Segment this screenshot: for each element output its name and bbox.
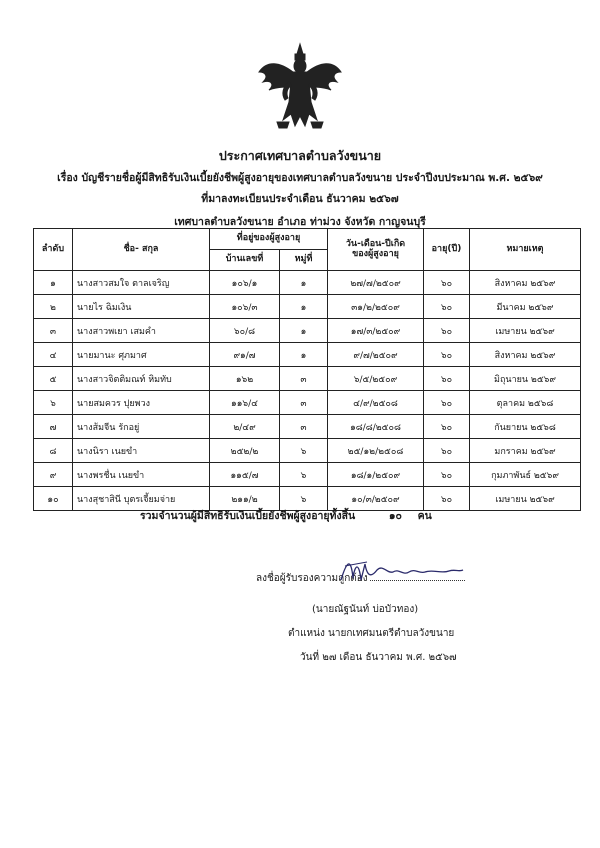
table-row bbox=[34, 415, 581, 439]
row-birth: ๖/๕/๒๕๐๙ bbox=[328, 367, 424, 391]
row-age: ๖๐ bbox=[424, 295, 470, 319]
row-birth: ๙/๗/๒๕๐๙ bbox=[328, 343, 424, 367]
row-birth: ๓๑/๒/๒๕๐๙ bbox=[328, 295, 424, 319]
row-house: ๒/๔๙ bbox=[210, 415, 280, 439]
row-no: ๑๐ bbox=[34, 487, 73, 511]
row-village: ๖ bbox=[280, 487, 328, 511]
row-village: ๓ bbox=[280, 415, 328, 439]
row-remark: สิงหาคม ๒๕๖๙ bbox=[470, 271, 581, 295]
beneficiary-table bbox=[33, 228, 581, 511]
row-remark: มิถุนายน ๒๕๖๙ bbox=[470, 367, 581, 391]
row-remark: กันยายน ๒๕๖๘ bbox=[470, 415, 581, 439]
row-name: นางพรชื่น เนยขำ bbox=[73, 463, 210, 487]
row-name: นายมานะ ศุภมาศ bbox=[73, 343, 210, 367]
row-age: ๖๐ bbox=[424, 343, 470, 367]
row-no: ๖ bbox=[34, 391, 73, 415]
row-name: นางนิรา เนยขำ bbox=[73, 439, 210, 463]
row-house: ๒๕๒/๒ bbox=[210, 439, 280, 463]
total-label: รวมจำนวนผู้มีสิทธิรับเงินเบี้ยยังชีพผู้สูงอายุทั้งสิ้น bbox=[140, 510, 356, 522]
announcement-title: ประกาศเทศบาลตำบลวังขนาย bbox=[218, 148, 382, 163]
row-house: ๒๑๑/๒ bbox=[210, 487, 280, 511]
row-no: ๑ bbox=[34, 271, 73, 295]
table-row bbox=[34, 391, 581, 415]
table-row bbox=[34, 439, 581, 463]
row-no: ๒ bbox=[34, 295, 73, 319]
row-birth: ๑๘/๑/๒๕๐๙ bbox=[328, 463, 424, 487]
row-remark: เมษายน ๒๕๖๙ bbox=[470, 319, 581, 343]
table-row bbox=[34, 343, 581, 367]
row-no: ๘ bbox=[34, 439, 73, 463]
row-age: ๖๐ bbox=[424, 487, 470, 511]
header-no: ลำดับ bbox=[34, 229, 73, 271]
row-house: ๑๑๕/๗ bbox=[210, 463, 280, 487]
row-house: ๖๐/๘ bbox=[210, 319, 280, 343]
header-birth-line2: ของผู้สูงอายุ bbox=[352, 248, 399, 259]
certification-date: วันที่ ๒๗ เดือน ธันวาคม พ.ศ. ๒๕๖๗ bbox=[300, 652, 457, 663]
row-remark: กุมภาพันธ์ ๒๕๖๙ bbox=[470, 463, 581, 487]
row-birth: ๔/๙/๒๕๐๘ bbox=[328, 391, 424, 415]
row-age: ๖๐ bbox=[424, 271, 470, 295]
table-row bbox=[34, 319, 581, 343]
row-birth: ๒๗/๗/๒๕๐๙ bbox=[328, 271, 424, 295]
row-name: นางสุชาสินี บุตรเจี้ยมจ่าย bbox=[73, 487, 210, 511]
row-name: นายไร ฉิมเงิน bbox=[73, 295, 210, 319]
certification-label: ลงชื่อผู้รับรองความถูกต้อง bbox=[256, 573, 368, 584]
row-birth: ๒๕/๑๒/๒๕๐๘ bbox=[328, 439, 424, 463]
total-summary bbox=[140, 507, 432, 524]
signer-position: ตำแหน่ง นายกเทศมนตรีตำบลวังขนาย bbox=[288, 628, 455, 639]
row-name: นางสาวจิตติมณท์ หิมทับ bbox=[73, 367, 210, 391]
row-house: ๙๑/๗ bbox=[210, 343, 280, 367]
table-row bbox=[34, 295, 581, 319]
row-village: ๓ bbox=[280, 367, 328, 391]
row-age: ๖๐ bbox=[424, 415, 470, 439]
table-row bbox=[34, 367, 581, 391]
row-village: ๖ bbox=[280, 439, 328, 463]
row-age: ๖๐ bbox=[424, 439, 470, 463]
signature-icon bbox=[337, 556, 467, 588]
row-name: นางสาวสมใจ ตาลเจริญ bbox=[73, 271, 210, 295]
signer-name: (นายณัฐนันท์ บ่อบัวทอง) bbox=[312, 604, 419, 615]
row-house: ๑๖๒ bbox=[210, 367, 280, 391]
row-remark: ตุลาคม ๒๕๖๘ bbox=[470, 391, 581, 415]
municipality-line: เทศบาลตำบลวังขนาย อำเภอ ท่าม่วง จังหวัด กาญจนบุรี bbox=[174, 216, 426, 228]
row-name: นางสาวพเยา เสมคำ bbox=[73, 319, 210, 343]
header-village: หมู่ที่ bbox=[280, 250, 328, 271]
row-age: ๖๐ bbox=[424, 319, 470, 343]
header-house-no: บ้านเลขที่ bbox=[210, 250, 280, 271]
row-birth: ๑๗/๓/๒๕๐๙ bbox=[328, 319, 424, 343]
total-unit: คน bbox=[417, 510, 432, 522]
row-remark: มีนาคม ๒๕๖๙ bbox=[470, 295, 581, 319]
row-age: ๖๐ bbox=[424, 391, 470, 415]
header-name: ชื่อ- สกุล bbox=[73, 229, 210, 271]
row-name: นายสมควร ปุยพวง bbox=[73, 391, 210, 415]
row-village: ๑ bbox=[280, 319, 328, 343]
announcement-subject: เรื่อง บัญชีรายชื่อผู้มีสิทธิรับเงินเบี้ยยังชีพผู้สูงอายุของเทศบาลตำบลวังขนาย ประจำปีงบประมาณ พ.ศ. ๒๕๖๙ bbox=[57, 172, 543, 184]
row-birth: ๑๐/๓/๒๕๐๙ bbox=[328, 487, 424, 511]
header-address: ที่อยู่ของผู้สูงอายุ bbox=[210, 229, 328, 250]
table-row bbox=[34, 271, 581, 295]
row-village: ๖ bbox=[280, 463, 328, 487]
row-no: ๔ bbox=[34, 343, 73, 367]
row-house: ๑๑๖/๔ bbox=[210, 391, 280, 415]
row-no: ๕ bbox=[34, 367, 73, 391]
row-remark: มกราคม ๒๕๖๙ bbox=[470, 439, 581, 463]
row-age: ๖๐ bbox=[424, 367, 470, 391]
header-birth-line1: วัน-เดือน-ปีเกิด bbox=[345, 238, 406, 249]
row-name: นางส้มจีน รักอยู่ bbox=[73, 415, 210, 439]
row-no: ๓ bbox=[34, 319, 73, 343]
registration-month: ที่มาลงทะเบียนประจำเดือน ธันวาคม ๒๕๖๗ bbox=[201, 193, 399, 205]
row-remark: เมษายน ๒๕๖๙ bbox=[470, 487, 581, 511]
row-village: ๓ bbox=[280, 391, 328, 415]
header-birth bbox=[328, 229, 424, 271]
row-house: ๑๐๖/๓ bbox=[210, 295, 280, 319]
row-birth: ๑๘/๘/๒๕๐๘ bbox=[328, 415, 424, 439]
row-remark: สิงหาคม ๒๕๖๙ bbox=[470, 343, 581, 367]
header-remark: หมายเหตุ bbox=[470, 229, 581, 271]
table-row bbox=[34, 463, 581, 487]
garuda-emblem-icon bbox=[255, 42, 345, 132]
row-no: ๗ bbox=[34, 415, 73, 439]
row-age: ๖๐ bbox=[424, 463, 470, 487]
row-house: ๑๐๖/๑ bbox=[210, 271, 280, 295]
row-village: ๑ bbox=[280, 343, 328, 367]
total-count: ๑๐ bbox=[388, 510, 402, 522]
row-village: ๑ bbox=[280, 271, 328, 295]
row-village: ๑ bbox=[280, 295, 328, 319]
row-no: ๙ bbox=[34, 463, 73, 487]
header-age: อายุ(ปี) bbox=[424, 229, 470, 271]
